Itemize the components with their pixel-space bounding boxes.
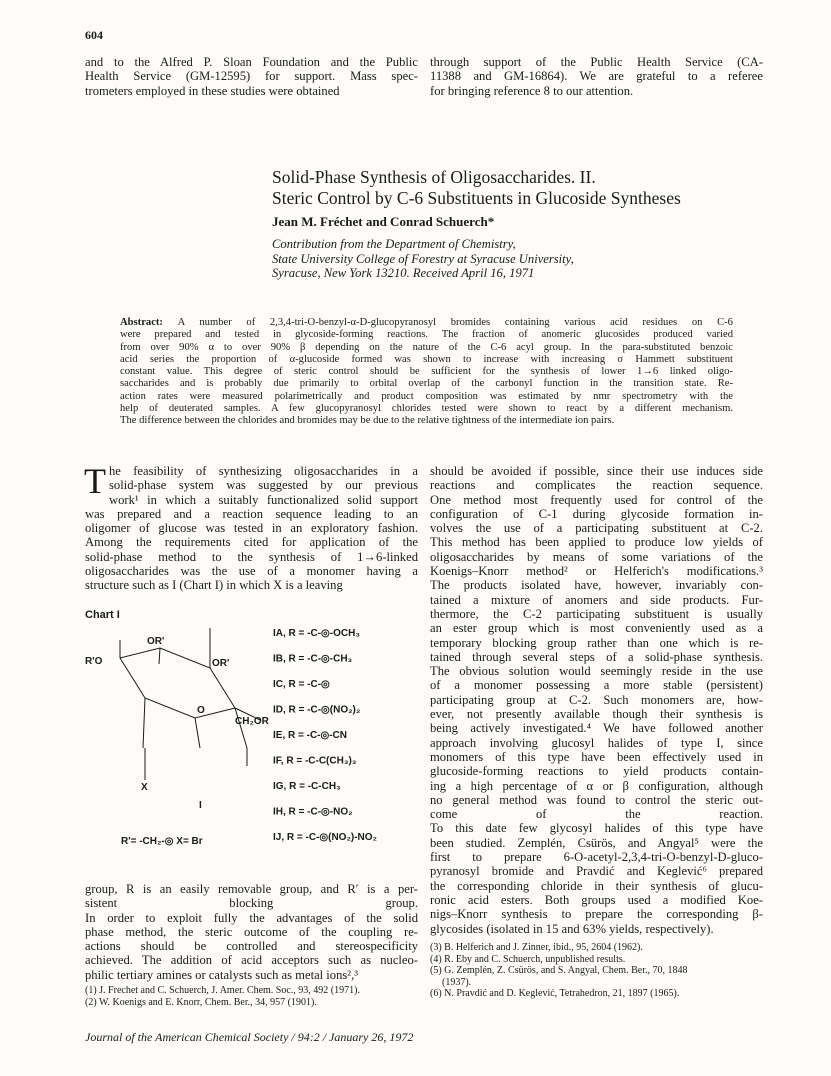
footnote: (6) N. Pravdić and D. Keglević, Tetrahedron, 21, 1897 (1965). <box>430 988 680 999</box>
compound-label: ID, R = -C-◎(NO₂)₂ <box>273 704 361 716</box>
abstract-line: help of deuterated samples. A few glucopyranosyl chlorides tested were shown to react by a different mechanism. <box>120 403 733 415</box>
title-line-2: Steric Control by C-6 Substituents in Glucoside Syntheses <box>272 188 681 208</box>
footnote: (1) J. Frechet and C. Schuerch, J. Amer. Chem. Soc., 93, 492 (1971). <box>85 985 360 996</box>
text-line: oligosaccharides by means of some variations of the <box>430 549 763 564</box>
text-line: Koenigs–Knorr method² or Helferich's modifications.³ <box>430 564 763 579</box>
chart-structure <box>85 620 418 882</box>
text-line: being actively investigated.⁴ We have followed another <box>430 721 763 736</box>
ring-label: CH₂OR <box>235 716 269 727</box>
drop-cap: T <box>84 461 106 501</box>
affiliation-line: Contribution from the Department of Chemistry, <box>272 237 516 251</box>
text-line: The products isolated have, however, invariably con- <box>430 578 763 593</box>
text-line: Among the requirements cited for application of the <box>85 535 418 550</box>
ring-label: OR' <box>212 658 230 669</box>
compound-label: IC, R = -C-◎ <box>273 679 330 690</box>
text-line: ronic acid esters. Both groups used a modified Koe- <box>430 892 763 907</box>
text-line: oligosaccharides was the use of a monomer having a <box>85 564 418 579</box>
compound-label: IJ, R = -C-◎(NO₂)-NO₂ <box>273 832 377 843</box>
text-line: phase method, the steric outcome of the coupling re- <box>85 924 418 939</box>
text-line: One method most frequently used for control of the <box>430 492 763 507</box>
chart-title: Chart I <box>85 609 120 621</box>
footnote: (4) R. Eby and C. Schuerch, unpublished results. <box>430 953 626 965</box>
text-line: participating group at C-2. Such monomers are, how- <box>430 692 763 707</box>
text-line: he feasibility of synthesizing oligosaccharides in a <box>109 464 418 478</box>
text-line: ever, not presently available though their synthesis is <box>430 707 763 722</box>
text-line: thermore, the C-2 participating substituent is usually <box>430 606 763 621</box>
compound-label: IF, R = -C-C(CH₃)₃ <box>273 755 357 767</box>
abstract-line: Abstract: A number of 2,3,4-tri-O-benzyl-α-D-glucopyranosyl bromides containing various acid residues on C-6 <box>120 317 733 328</box>
text-line: pyranosyl bromide and Pravdić and Keglević⁶ prepared <box>430 864 763 879</box>
text-line: This method has been applied to produce low yields of <box>430 535 763 550</box>
right-column-body <box>430 464 763 936</box>
left-body-after-chart <box>85 882 418 982</box>
compound-label: IH, R = -C-◎-NO₂ <box>273 806 353 818</box>
compound-label: IG, R = -C-CH₃ <box>273 781 341 792</box>
affiliation-line: State University College of Forestry at Syracuse University, <box>272 251 574 266</box>
text-line: solid-phase method to the synthesis of 1→6-linked <box>85 549 418 564</box>
right-footnotes <box>430 942 763 1000</box>
text-line: and to the Alfred P. Sloan Foundation and the Public <box>85 55 418 69</box>
text-line: group, R is an easily removable group, and R′ is a per- <box>85 882 418 896</box>
text-line: the corresponding chloride in their synthesis of glucu- <box>430 878 763 893</box>
text-line: philic tertiary amines or catalysts such as metal ions²,³ <box>85 967 358 982</box>
text-line: no general method was found to control the steric out- <box>430 792 763 807</box>
text-line: been studied. Zemplén, Csürös, and Angyal⁵ were the <box>430 835 763 850</box>
abstract-line: acid series the proportion of α-glucoside formed was shown to increase with increasing σ Hammett substituent <box>120 353 733 365</box>
ring-label: OR' <box>147 636 165 647</box>
text-line: first to prepare 6-O-acetyl-2,3,4-tri-O-benzyl-D-gluco- <box>430 850 763 865</box>
text-line: of a monomer possessing a more stable (persistent) <box>430 678 763 693</box>
text-line: for bringing reference 8 to our attention. <box>430 83 634 98</box>
top-left-text <box>85 55 418 98</box>
ring-bond <box>120 648 235 708</box>
authors: Jean M. Fréchet and Conrad Schuerch* <box>272 214 495 229</box>
ring-label: X <box>141 782 148 793</box>
text-line: sistent blocking group. <box>85 896 418 911</box>
affiliation-line: Syracuse, New York 13210. Received April 16, 1971 <box>272 266 535 280</box>
text-line: nigs–Knorr synthesis to prepare the corresponding β- <box>430 907 763 922</box>
abstract-line: saccharides and is probably due primarily to orbital overlap of the carbonyl function in the transition state. Re- <box>120 378 733 390</box>
abstract-line: from over 90% α to over 90% β depending on the nature of the C-6 acyl group. In the para-substituted benzoic <box>120 341 733 353</box>
text-line: glucoside-forming reactions to yield products contain- <box>430 764 763 779</box>
text-line: structure such as I (Chart I) in which X is a leaving <box>85 578 343 593</box>
text-line: In order to exploit fully the advantages of the solid <box>85 910 418 925</box>
text-line: should be avoided if possible, since their use induces side <box>430 464 763 478</box>
text-line: actions should be controlled and stereospecificity <box>85 939 418 954</box>
text-line: configuration of C-1 during glycoside formation in- <box>430 506 763 521</box>
text-line: solid-phase system was suggested by our previous <box>109 478 418 493</box>
text-line: trometers employed in these studies were obtained <box>85 83 340 98</box>
text-line: monomers of this type have been effectively used in <box>430 749 763 764</box>
text-line: To this date few glycosyl halides of this type have <box>430 821 763 836</box>
article-title <box>272 167 681 209</box>
intro-paragraph <box>84 461 418 593</box>
abstract-line: constant value. This degree of steric control should be sufficient for the synthesis of lower 1→6 linked oligo- <box>120 366 733 378</box>
ring-bond <box>195 718 200 748</box>
title-line-1: Solid-Phase Synthesis of Oligosaccharides. II. <box>272 167 596 187</box>
abstract-line: The difference between the chlorides and bromides may be due to the relative tightness of the intermediate ion pairs. <box>120 415 615 427</box>
ring-bond <box>143 698 145 748</box>
text-line: reactions and complicates the reaction sequence. <box>430 478 763 493</box>
abstract-line: were prepared and tested in glycoside-forming reactions. The fraction of anomeric glucosides produced varied <box>120 329 733 341</box>
left-footnotes <box>85 985 418 1008</box>
ring-label: O <box>197 705 205 716</box>
compound-label: IA, R = -C-◎-OCH₃ <box>273 628 360 639</box>
text-line: an ester group which is most conveniently used as a <box>430 621 763 636</box>
compound-label: IB, R = -C-◎-CH₃ <box>273 653 353 665</box>
text-line: through support of the Public Health Service (CA- <box>430 55 763 69</box>
footnote: (2) W. Koenigs and E. Knorr, Chem. Ber., 34, 957 (1901). <box>85 996 317 1008</box>
text-line: The obvious solution would seemingly reside in the use <box>430 664 763 679</box>
ring-label: R'O <box>85 656 103 667</box>
affiliation <box>272 237 574 281</box>
abstract-line: action rates were measured polarimetrically and product composition was estimated by nmr spectrometry with the <box>120 390 733 402</box>
text-line: glycosides (isolated in 15 and 63% yields, respectively). <box>430 921 714 936</box>
ring-bond <box>159 648 160 664</box>
text-line: work¹ in which a suitably functionalized solid support <box>109 492 418 507</box>
top-right-text <box>430 55 763 98</box>
text-line: temporary blocking group rather than one which is re- <box>430 635 763 650</box>
journal-footer: Journal of the American Chemical Society / 94:2 / January 26, 1972 <box>85 1030 414 1044</box>
text-line: achieved. The addition of acid acceptors such as nucleo- <box>85 953 418 968</box>
text-line: was prepared and a reaction sequence leading to an <box>85 506 418 521</box>
text-line: tained a mixture of anomers and side products. Fur- <box>430 592 763 607</box>
ring-label: I <box>199 800 202 811</box>
text-line: Health Service (GM-12595) for support. Mass spec- <box>85 69 418 84</box>
abstract <box>120 317 733 428</box>
text-line: 11388 and GM-16864). We are grateful to a referee <box>430 69 763 84</box>
text-line: oligomer of glucose was tested in an exploratory fashion. <box>85 521 418 536</box>
page-number: 604 <box>85 28 103 42</box>
text-line: tained through several steps of a solid-phase synthesis. <box>430 649 763 664</box>
footnote: (5) G. Zemplén, Z. Csürös, and S. Angyal, Chem. Ber., 70, 1848 <box>430 965 688 976</box>
compound-label: IE, R = -C-◎-CN <box>273 730 348 741</box>
footnote: (3) B. Helferich and J. Zinner, ibid., 95, 2604 (1962). <box>430 942 643 953</box>
ring-bond <box>235 708 247 748</box>
text-line: approach involving glucosyl halides of type I, since <box>430 735 763 750</box>
text-line: volves the use of a participating substituent at C-2. <box>430 521 763 536</box>
footnote: (1937). <box>442 976 472 988</box>
text-line: come of the reaction. <box>430 807 763 822</box>
chart-definitions: R'= -CH₂-◎ X= Br <box>121 836 203 847</box>
abstract-label: Abstract: <box>120 317 178 328</box>
text-line: ing a high percentage of α or β configuration, although <box>430 778 763 793</box>
